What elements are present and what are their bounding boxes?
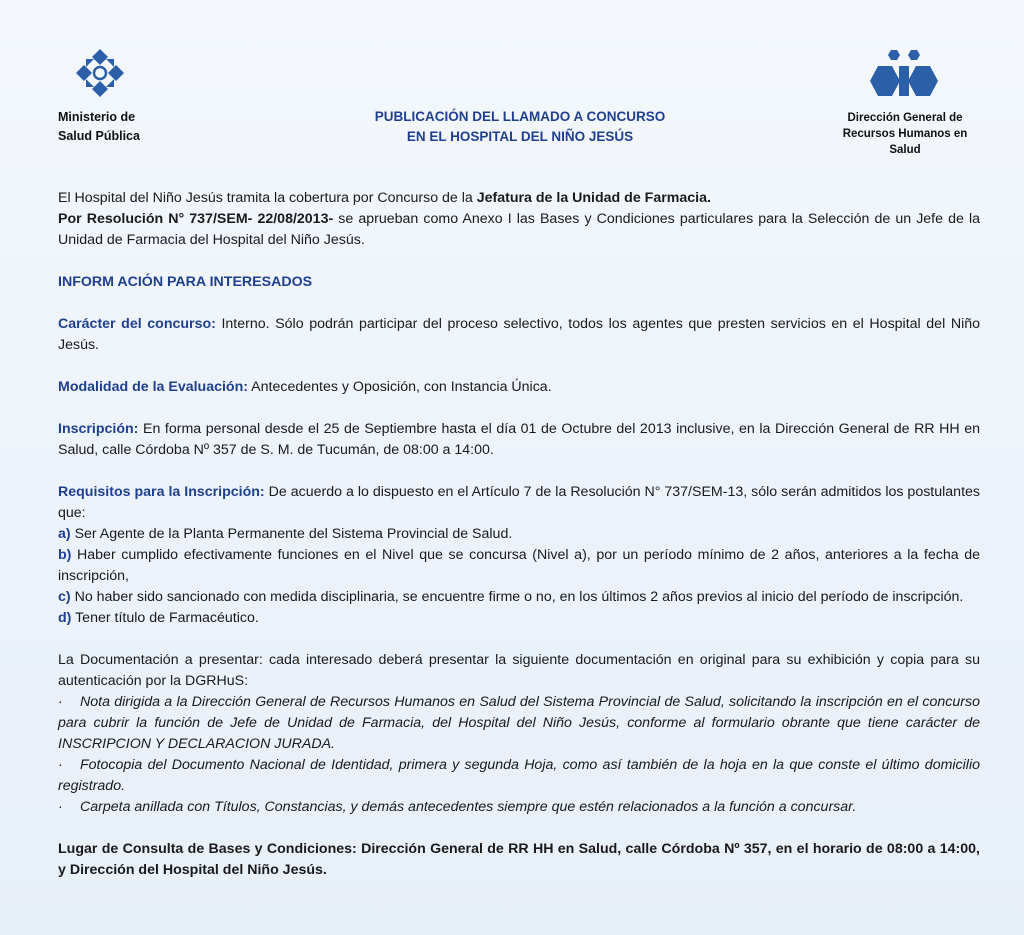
requisito-item	[58, 545, 980, 587]
documentacion-item	[58, 755, 980, 797]
documentacion-text: Fotocopia del Documento Nacional de Identidad, primera y segunda Hoja, como así también de la hoja en la que conste el último domicilio registrado.	[58, 757, 980, 794]
document-header	[0, 0, 1024, 170]
caracter-text: Interno. Sólo podrán participar del proceso selectivo, todos los agentes que presten servicios en el Hospital del Niño Jesús.	[58, 316, 981, 353]
documentacion-item	[58, 692, 980, 755]
resolution-text: se aprueban como Anexo I las Bases y Condiciones particulares para la Selección de un Jefe de la Unidad de Farmacia del Hospital del Niño Jesús.	[58, 211, 981, 248]
intro-line-1	[58, 188, 980, 209]
requisitos-label: Requisitos para la Inscripción:	[58, 484, 265, 500]
requisito-letter: a)	[58, 526, 71, 542]
modalidad-paragraph	[58, 377, 980, 398]
documentacion-intro: La Documentación a presentar: cada interesado deberá presentar la siguiente documentación en original para su exhibición y copia para su autenticación por la DGRHuS:	[58, 652, 980, 689]
requisito-text: Haber cumplido efectivamente funciones en el Nivel que se concursa (Nivel a), por un período mínimo de 2 años, anteriores a la fecha de inscripción,	[58, 547, 980, 584]
caracter-paragraph	[58, 314, 980, 356]
inscripcion-label: Inscripción:	[58, 421, 139, 437]
ministry-line-1: Ministerio de	[58, 110, 136, 124]
intro-text: El Hospital del Niño Jesús tramita la cobertura por Concurso de la	[58, 190, 477, 206]
bullet-marker: ·	[58, 694, 63, 710]
bullet-marker: ·	[58, 799, 63, 815]
requisitos-paragraph	[58, 482, 980, 524]
requisito-text: Tener título de Farmacéutico.	[71, 610, 259, 626]
intro-bold: Jefatura de la Unidad de Farmacia.	[476, 190, 711, 206]
inscripcion-text: En forma personal desde el 25 de Septiembre hasta el día 01 de Octubre del 2013 inclusive, en la Dirección General de RR HH en Salud, calle Córdoba Nº 357 de S. M. de Tucumán, de 08:00 a 14:00.	[58, 421, 980, 458]
documentacion-text: Carpeta anillada con Títulos, Constancias, y demás antecedentes siempre que estén relacionados a la función a concursar.	[80, 799, 857, 815]
requisito-item	[58, 608, 980, 629]
ministry-line-2: Salud Pública	[58, 129, 140, 143]
requisitos-text: De acuerdo a lo dispuesto en el Artículo 7 de la Resolución N° 737/SEM-13, sólo serán admitidos los postulantes que:	[58, 484, 981, 521]
modalidad-text: Antecedentes y Oposición, con Instancia Única.	[248, 379, 552, 395]
section-heading: INFORM ACIÓN PARA INTERESADOS	[58, 274, 313, 290]
documentacion-item	[58, 797, 980, 818]
ministry-logo-icon	[74, 47, 126, 99]
modalidad-label: Modalidad de la Evaluación:	[58, 379, 248, 395]
requisito-text: Ser Agente de la Planta Permanente del Sistema Provincial de Salud.	[70, 526, 513, 542]
requisito-letter: d)	[58, 610, 72, 626]
ministry-name	[58, 108, 140, 146]
requisito-letter: b)	[58, 547, 72, 563]
intro-resolution	[58, 209, 980, 251]
requisito-item	[58, 524, 980, 545]
requisito-text: No haber sido sancionado con medida disciplinaria, se encuentre firme o no, en los últimos 2 años previos al inicio del período de inscripción.	[70, 589, 964, 605]
document-body	[58, 188, 980, 881]
bullet-marker: ·	[58, 757, 63, 773]
direccion-line-2: Recursos Humanos en Salud	[842, 128, 968, 156]
resolution-number: Por Resolución N° 737/SEM- 22/08/2013-	[58, 211, 334, 227]
direccion-name	[826, 110, 984, 158]
requisito-letter: c)	[58, 589, 71, 605]
lugar-consulta: Lugar de Consulta de Bases y Condiciones: Dirección General de RR HH en Salud, calle Córdoba Nº 357, en el horario de 08:00 a 14:00, y Dirección del Hospital del Niño Jesús.	[58, 841, 980, 878]
inscripcion-paragraph	[58, 419, 980, 461]
title-line-2: EN EL HOSPITAL DEL NIÑO JESÚS	[406, 129, 634, 144]
documentacion-text: Nota dirigida a la Dirección General de Recursos Humanos en Salud del Sistema Provincial de Salud, solicitando la inscripción en el concurso para cubrir la función de Jefe de Unidad de Farmacia, del Hospital del Niño Jesús, conforme al formulario obrante que tiene carácter de INSCRIPCION Y DECLARACION JURADA.	[58, 694, 980, 752]
direccion-line-1: Dirección General de	[847, 112, 963, 124]
direccion-logo-icon	[868, 48, 940, 100]
requisito-item	[58, 587, 980, 608]
page-title	[340, 107, 700, 147]
caracter-label: Carácter del concurso:	[58, 316, 216, 332]
title-line-1: PUBLICACIÓN DEL LLAMADO A CONCURSO	[374, 109, 666, 124]
